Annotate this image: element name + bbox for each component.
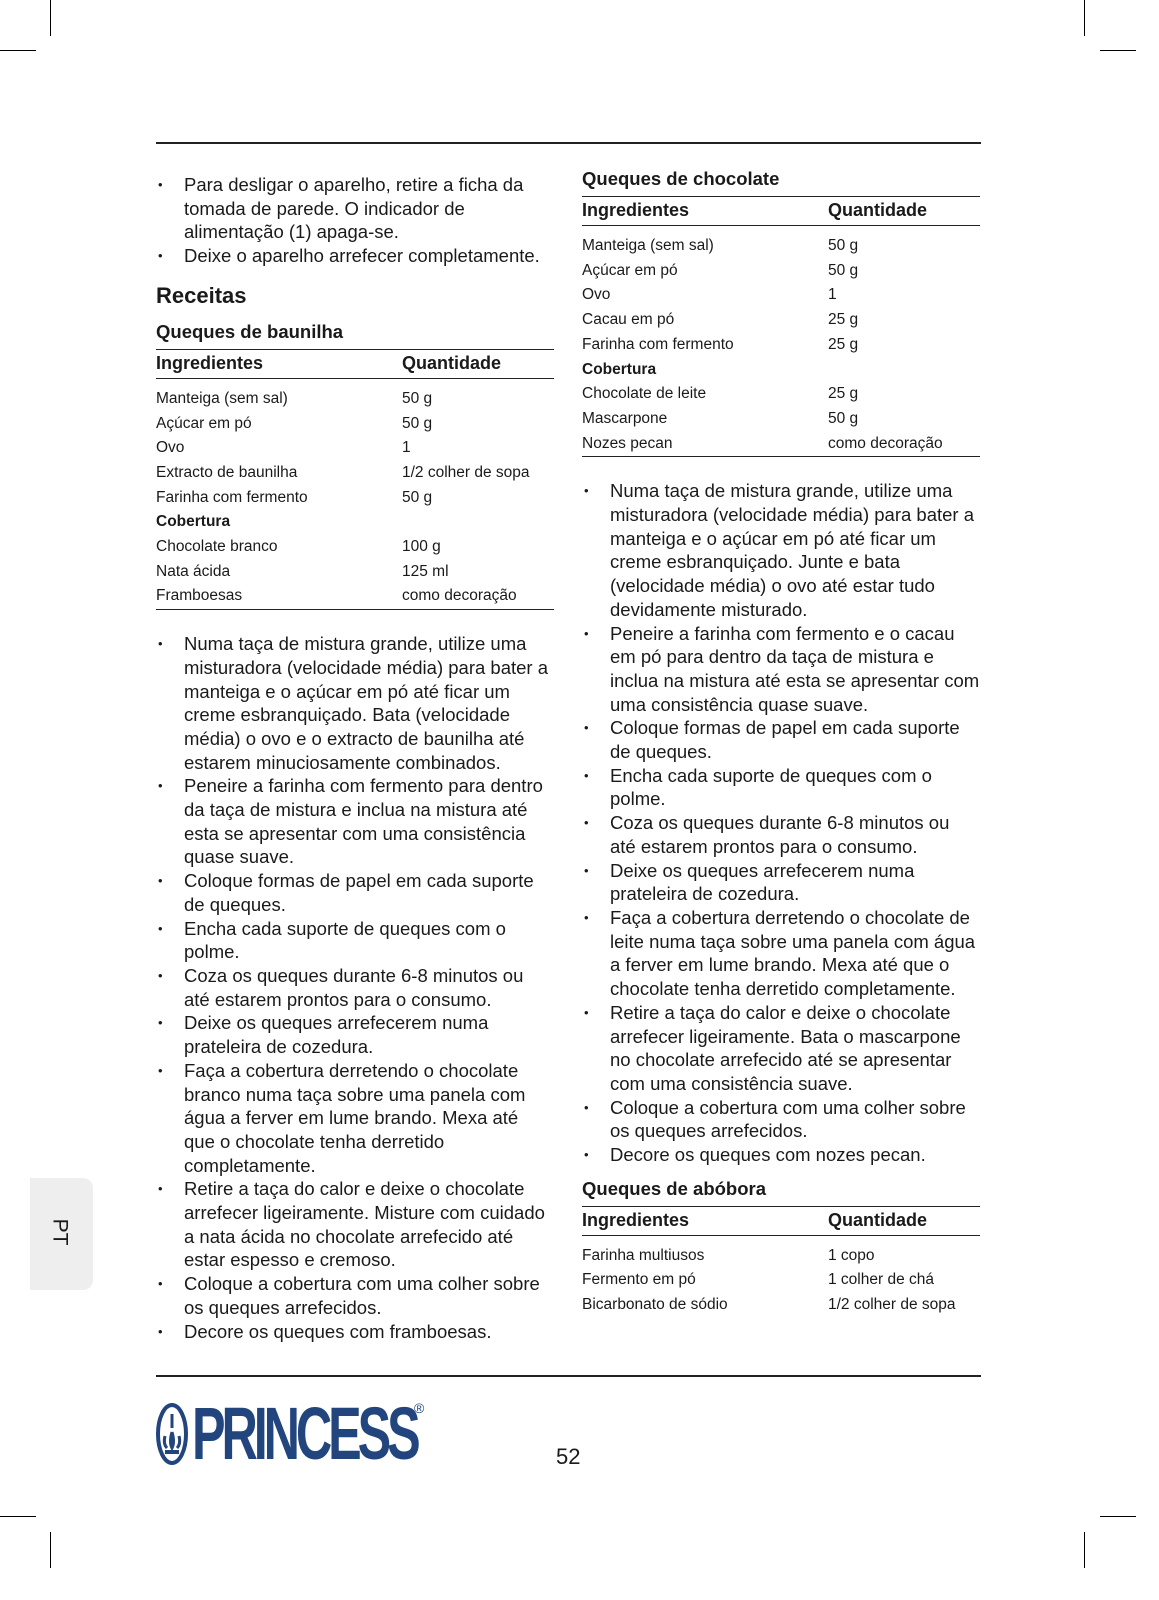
header-cell: Quantidade	[828, 1206, 980, 1235]
ingredient-cell: Chocolate de leite	[582, 385, 707, 403]
table-row	[582, 358, 980, 383]
brand-logo	[156, 1392, 522, 1475]
quantity-cell: 25 g	[828, 335, 859, 353]
ingredient-cell: Farinha com fermento	[156, 488, 308, 506]
language-label: PT	[48, 1218, 72, 1246]
ingredient-cell: Açúcar em pó	[156, 414, 252, 432]
section-title: Receitas	[156, 282, 247, 308]
table-row	[156, 535, 554, 560]
ingredient-cell: Cobertura	[156, 513, 231, 531]
header-cell: Quantidade	[402, 349, 554, 378]
header-cell: Quantidade	[828, 197, 980, 226]
ingredient-cell: Cobertura	[582, 360, 657, 378]
ingredient-cell: Ovo	[156, 439, 185, 457]
table-row	[582, 259, 980, 284]
ingredients-table	[582, 196, 980, 457]
table-row	[582, 407, 980, 432]
table-row	[156, 378, 554, 411]
quantity-cell	[828, 358, 980, 383]
quantity-cell: 1 copo	[828, 1246, 875, 1264]
crop-mark	[1100, 50, 1136, 51]
ingredient-cell: Açúcar em pó	[582, 261, 678, 279]
ingredient-cell: Cacau em pó	[582, 311, 675, 329]
steps-list	[156, 632, 554, 1343]
list-item: • Encha cada suporte de queques com o polme.	[156, 917, 554, 964]
quantity-cell: 50 g	[402, 414, 433, 432]
quantity-cell: 25 g	[828, 385, 859, 403]
table-header-row	[582, 197, 980, 226]
ingredients-table	[582, 1206, 980, 1318]
quantity-cell: 50 g	[402, 488, 433, 506]
quantity-cell: 25 g	[828, 311, 859, 329]
ingredient-cell: Extracto de baunilha	[156, 463, 298, 481]
quantity-cell: 1/2 colher de sopa	[828, 1296, 956, 1314]
ingredient-cell: Fermento em pó	[582, 1271, 696, 1289]
list-item: • Peneire a farinha com fermento e o cacau em pó para dentro da taça de mistura e inclua na mistura até esta se apresentar com uma consistência quase suave.	[582, 622, 980, 717]
quantity-cell	[402, 510, 554, 535]
steps-list	[582, 479, 980, 1166]
crop-mark	[1084, 1532, 1085, 1568]
quantity-cell: 50 g	[828, 237, 859, 254]
table-row	[582, 226, 980, 259]
quantity-cell: como decoração	[402, 584, 554, 609]
table-row	[156, 412, 554, 437]
brand-wordmark: PRINCESS	[192, 1392, 417, 1475]
intro-list	[156, 173, 554, 268]
page-number: 52	[556, 1444, 581, 1469]
crop-mark	[1100, 1516, 1136, 1517]
header-cell: Ingredientes	[582, 197, 828, 226]
table-row	[582, 1293, 980, 1318]
recipe-title: Queques de baunilha	[156, 320, 344, 342]
table-row	[156, 584, 554, 609]
table-row	[582, 308, 980, 333]
list-item: • Deixe os queques arrefecerem numa prateleira de cozedura.	[582, 859, 980, 906]
ingredient-cell: Manteiga (sem sal)	[582, 237, 714, 254]
table-row	[156, 486, 554, 511]
header-cell: Ingredientes	[156, 349, 402, 378]
list-item: • Encha cada suporte de queques com o polme.	[582, 764, 980, 811]
header-cell: Ingredientes	[582, 1206, 828, 1235]
table-row	[582, 333, 980, 358]
ingredients-table	[156, 349, 554, 610]
crop-mark	[1084, 0, 1085, 36]
crop-mark	[0, 50, 36, 51]
ingredient-cell: Nata ácida	[156, 562, 231, 580]
quantity-cell: 125 ml	[402, 562, 449, 580]
list-item: • Faça a cobertura derretendo o chocolate de leite numa taça sobre uma panela com água a ferver em lume brando. Mexa até que o chocolate tenha derretido completamente.	[582, 906, 980, 1001]
list-item: • Para desligar o aparelho, retire a ficha da tomada de parede. O indicador de alimentação (1) apaga-se.	[156, 173, 554, 244]
quantity-cell: 1 colher de chá	[828, 1271, 934, 1289]
quantity-cell: 50 g	[828, 409, 859, 427]
quantity-cell: 1	[828, 286, 837, 304]
registered-mark: ®	[414, 1400, 425, 1416]
quantity-cell: como decoração	[828, 432, 980, 457]
crop-mark	[50, 1532, 51, 1568]
ingredient-cell: Framboesas	[156, 584, 402, 609]
list-item: • Numa taça de mistura grande, utilize uma misturadora (velocidade média) para bater a manteiga e o açúcar em pó até ficar um creme esbranquiçado. Bata (velocidade média) o ovo e o extracto de baunilha até estarem minuciosamente combinados.	[156, 632, 554, 774]
table-row	[156, 436, 554, 461]
list-item: • Deixe o aparelho arrefecer completamente.	[156, 244, 554, 268]
list-item: • Deixe os queques arrefecerem numa prateleira de cozedura.	[156, 1011, 554, 1058]
left-column	[156, 173, 554, 1343]
right-column	[582, 167, 980, 1318]
list-item: • Decore os queques com nozes pecan.	[582, 1143, 980, 1167]
crop-mark	[50, 0, 51, 36]
list-item: • Coza os queques durante 6-8 minutos ou até estarem prontos para o consumo.	[582, 811, 980, 858]
recipe-title: Queques de chocolate	[582, 168, 780, 189]
quantity-cell: 50 g	[828, 261, 859, 279]
quantity-cell: 50 g	[402, 389, 433, 407]
ingredient-cell: Farinha multiusos	[582, 1246, 705, 1264]
ingredient-cell: Bicarbonato de sódio	[582, 1296, 728, 1314]
bottom-rule	[156, 1375, 981, 1377]
list-item: • Coloque formas de papel em cada suporte de queques.	[582, 716, 980, 763]
list-item: • Coloque a cobertura com uma colher sobre os queques arrefecidos.	[582, 1096, 980, 1143]
ingredient-cell: Farinha com fermento	[582, 335, 734, 353]
list-item: • Coza os queques durante 6-8 minutos ou até estarem prontos para o consumo.	[156, 964, 554, 1011]
crop-mark	[0, 1516, 36, 1517]
list-item: • Retire a taça do calor e deixe o chocolate arrefecer ligeiramente. Bata o mascarpone no chocolate arrefecido até se apresentar com uma consistência suave.	[582, 1001, 980, 1096]
recipe-title: Queques de abóbora	[582, 1177, 767, 1199]
table-row	[156, 510, 554, 535]
list-item: • Numa taça de mistura grande, utilize uma misturadora (velocidade média) para bater a manteiga e o açúcar em pó até ficar um creme esbranquiçado. Junte e bata (velocidade média) o ovo até estar tudo devidamente misturado.	[582, 479, 980, 621]
ingredient-cell: Chocolate branco	[156, 538, 278, 556]
list-item: • Coloque formas de papel em cada suporte de queques.	[156, 869, 554, 916]
table-row	[156, 461, 554, 486]
language-tab	[30, 1178, 93, 1290]
list-item: • Retire a taça do calor e deixe o chocolate arrefecer ligeiramente. Misture com cuidado a nata ácida no chocolate arrefecido até estar espesso e cremoso.	[156, 1177, 554, 1272]
table-header-row	[582, 1206, 980, 1235]
top-rule	[156, 142, 981, 144]
quantity-cell: 100 g	[402, 538, 441, 556]
list-item: • Coloque a cobertura com uma colher sobre os queques arrefecidos.	[156, 1272, 554, 1319]
table-row	[582, 283, 980, 308]
ingredient-cell: Mascarpone	[582, 409, 668, 427]
ingredient-cell: Nozes pecan	[582, 432, 828, 457]
ingredient-cell: Ovo	[582, 286, 611, 304]
table-header-row	[156, 349, 554, 378]
table-row	[582, 1268, 980, 1293]
table-row	[582, 432, 980, 457]
list-item: • Decore os queques com framboesas.	[156, 1320, 554, 1344]
list-item: • Faça a cobertura derretendo o chocolate branco numa taça sobre uma panela com água a ferver em lume brando. Mexa até que o chocolate tenha derretido completamente.	[156, 1059, 554, 1178]
table-row	[582, 1235, 980, 1268]
quantity-cell: 1	[402, 439, 411, 457]
ingredient-cell: Manteiga (sem sal)	[156, 389, 288, 407]
table-row	[582, 382, 980, 407]
list-item: • Peneire a farinha com fermento para dentro da taça de mistura e inclua na mistura até esta se apresentar com uma consistência quase suave.	[156, 774, 554, 869]
crown-emblem-icon	[156, 1402, 188, 1466]
table-row	[156, 560, 554, 585]
quantity-cell: 1/2 colher de sopa	[402, 463, 530, 481]
